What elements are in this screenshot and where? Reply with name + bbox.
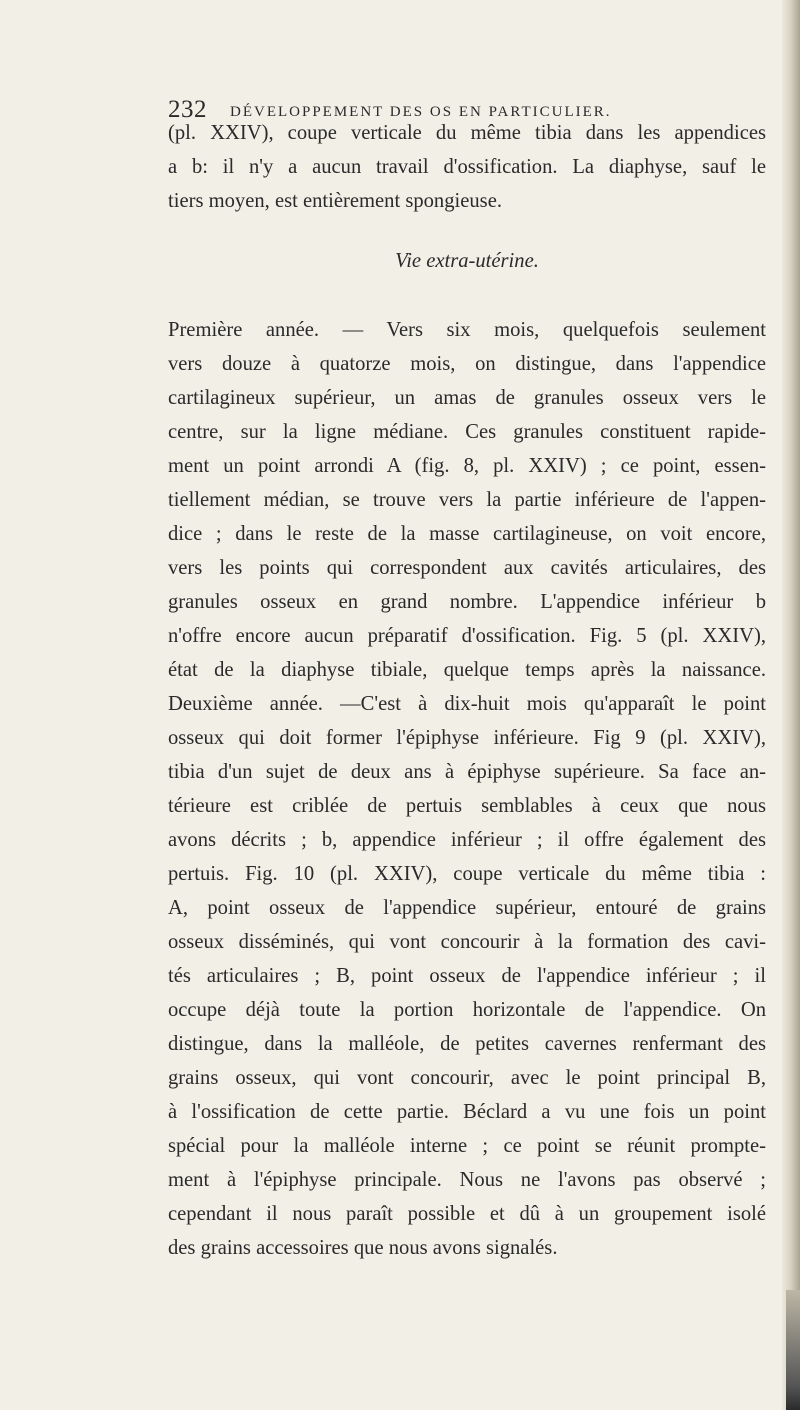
text-line: (pl. XXIV), coupe verticale du même tibia dans les appendices — [168, 122, 766, 144]
text-line: granules osseux en grand nombre. L'appendice inférieur b — [168, 591, 766, 613]
page-edge-shadow — [782, 0, 800, 1410]
text-line: dice ; dans le reste de la masse cartilagineuse, on voit encore, — [168, 523, 766, 545]
text-line: grains osseux, qui vont concourir, avec le point principal B, — [168, 1067, 766, 1089]
text-line: à l'ossification de cette partie. Béclard a vu une fois un point — [168, 1101, 766, 1123]
text-line: occupe déjà toute la portion horizontale de l'appendice. On — [168, 999, 766, 1021]
text-line: tibia d'un sujet de deux ans à épiphyse supérieure. Sa face an- — [168, 761, 766, 783]
running-head: DÉVELOPPEMENT DES OS EN PARTICULIER. — [230, 104, 612, 120]
text-line: térieure est criblée de pertuis semblables à ceux que nous — [168, 795, 766, 817]
page-corner-shadow — [786, 1290, 800, 1410]
text-line: tiellement médian, se trouve vers la partie inférieure de l'appen- — [168, 489, 766, 511]
text-line: osseux qui doit former l'épiphyse inférieure. Fig 9 (pl. XXIV), — [168, 727, 766, 749]
section-heading: Vie extra-utérine. — [395, 250, 539, 272]
text-line: tiers moyen, est entièrement spongieuse. — [168, 190, 502, 212]
text-line: cartilagineux supérieur, un amas de granules osseux vers le — [168, 387, 766, 409]
text-line: Deuxième année. —C'est à dix-huit mois qu'apparaît le point — [168, 693, 766, 715]
text-line: état de la diaphyse tibiale, quelque temps après la naissance. — [168, 659, 766, 681]
text-line: ment à l'épiphyse principale. Nous ne l'avons pas observé ; — [168, 1169, 766, 1191]
text-line: Première année. — Vers six mois, quelquefois seulement — [168, 319, 766, 341]
text-line: cependant il nous paraît possible et dû à un groupement isolé — [168, 1203, 766, 1225]
text-line: tés articulaires ; B, point osseux de l'appendice inférieur ; il — [168, 965, 766, 987]
text-line: A, point osseux de l'appendice supérieur, entouré de grains — [168, 897, 766, 919]
text-line: centre, sur la ligne médiane. Ces granules constituent rapide- — [168, 421, 766, 443]
text-line: osseux disséminés, qui vont concourir à la formation des cavi- — [168, 931, 766, 953]
page-number: 232 — [168, 96, 207, 123]
text-line: spécial pour la malléole interne ; ce point se réunit prompte- — [168, 1135, 766, 1157]
text-line: distingue, dans la malléole, de petites cavernes renfermant des — [168, 1033, 766, 1055]
text-line: ment un point arrondi A (fig. 8, pl. XXIV) ; ce point, essen- — [168, 455, 766, 477]
text-line: vers douze à quatorze mois, on distingue, dans l'appendice — [168, 353, 766, 375]
text-line: a b: il n'y a aucun travail d'ossification. La diaphyse, sauf le — [168, 156, 766, 178]
text-line: pertuis. Fig. 10 (pl. XXIV), coupe verticale du même tibia : — [168, 863, 766, 885]
text-line: vers les points qui correspondent aux cavités articulaires, des — [168, 557, 766, 579]
text-line: des grains accessoires que nous avons signalés. — [168, 1237, 558, 1259]
text-line: avons décrits ; b, appendice inférieur ; il offre également des — [168, 829, 766, 851]
text-line: n'offre encore aucun préparatif d'ossification. Fig. 5 (pl. XXIV), — [168, 625, 766, 647]
